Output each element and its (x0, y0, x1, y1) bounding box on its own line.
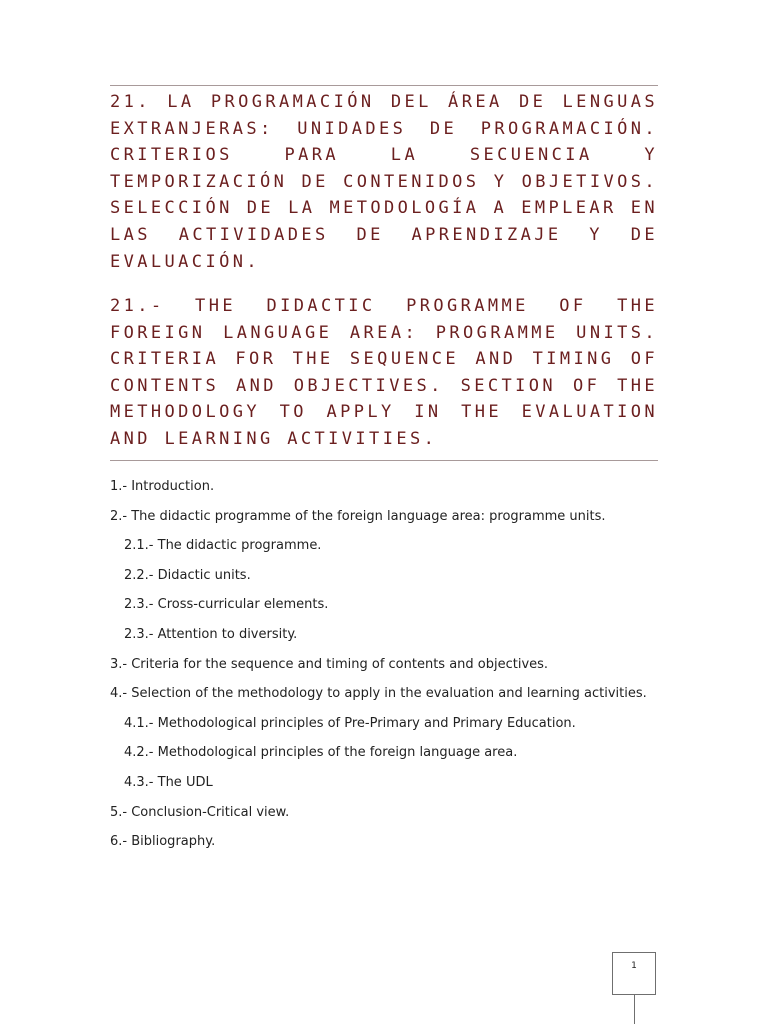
toc-item-6: 6.- Bibliography. (110, 834, 216, 850)
toc-item-2-3-diversity: 2.3.- Attention to diversity. (124, 626, 298, 642)
toc-item-2: 2.- The didactic programme of the foreign language area: programme units. (110, 508, 606, 524)
bottom-divider (110, 460, 658, 461)
toc-item-2-3-cross-curricular: 2.3.- Cross-curricular elements. (124, 597, 329, 613)
toc-item-4-3: 4.3.- The UDL (124, 774, 213, 790)
page-number-connector-line (634, 995, 635, 1024)
toc-item-2-2: 2.2.- Didactic units. (124, 567, 251, 583)
toc-item-2-1: 2.1.- The didactic programme. (124, 538, 322, 554)
english-heading: 21.- THE DIDACTIC PROGRAMME OF THE FOREIGN LANGUAGE AREA: PROGRAMME UNITS. CRITERIA FOR THE SEQUENCE AND TIMING OF CONTENTS AND OBJECTIVES. SECTION OF THE METHODOLOGY TO APPLY IN THE EVALUATION AND LEARNING ACTIVITIES. (110, 296, 658, 449)
table-of-contents (110, 476, 658, 861)
top-divider (110, 85, 658, 86)
toc-item-4-2: 4.2.- Methodological principles of the foreign language area. (124, 745, 518, 761)
toc-item-1: 1.- Introduction. (110, 479, 215, 494)
toc-item-3: 3.- Criteria for the sequence and timing of contents and objectives. (110, 656, 549, 672)
toc-item-4-1: 4.1.- Methodological principles of Pre-Primary and Primary Education. (124, 715, 576, 731)
toc-item-5: 5.- Conclusion-Critical view. (110, 804, 290, 820)
spanish-heading: 21. LA PROGRAMACIÓN DEL ÁREA DE LENGUAS EXTRANJERAS: UNIDADES DE PROGRAMACIÓN. CRITERIOS PARA LA SECUENCIA Y TEMPORIZACIÓN DE CONTENIDOS Y OBJETIVOS. SELECCIÓN DE LA METODOLOGÍA A EMPLEAR EN LAS ACTIVIDADES DE APRENDIZAJE Y DE EVALUACIÓN. (110, 92, 658, 272)
page-number: 1 (612, 952, 656, 995)
toc-item-4: 4.- Selection of the methodology to apply in the evaluation and learning activities. (110, 686, 647, 702)
